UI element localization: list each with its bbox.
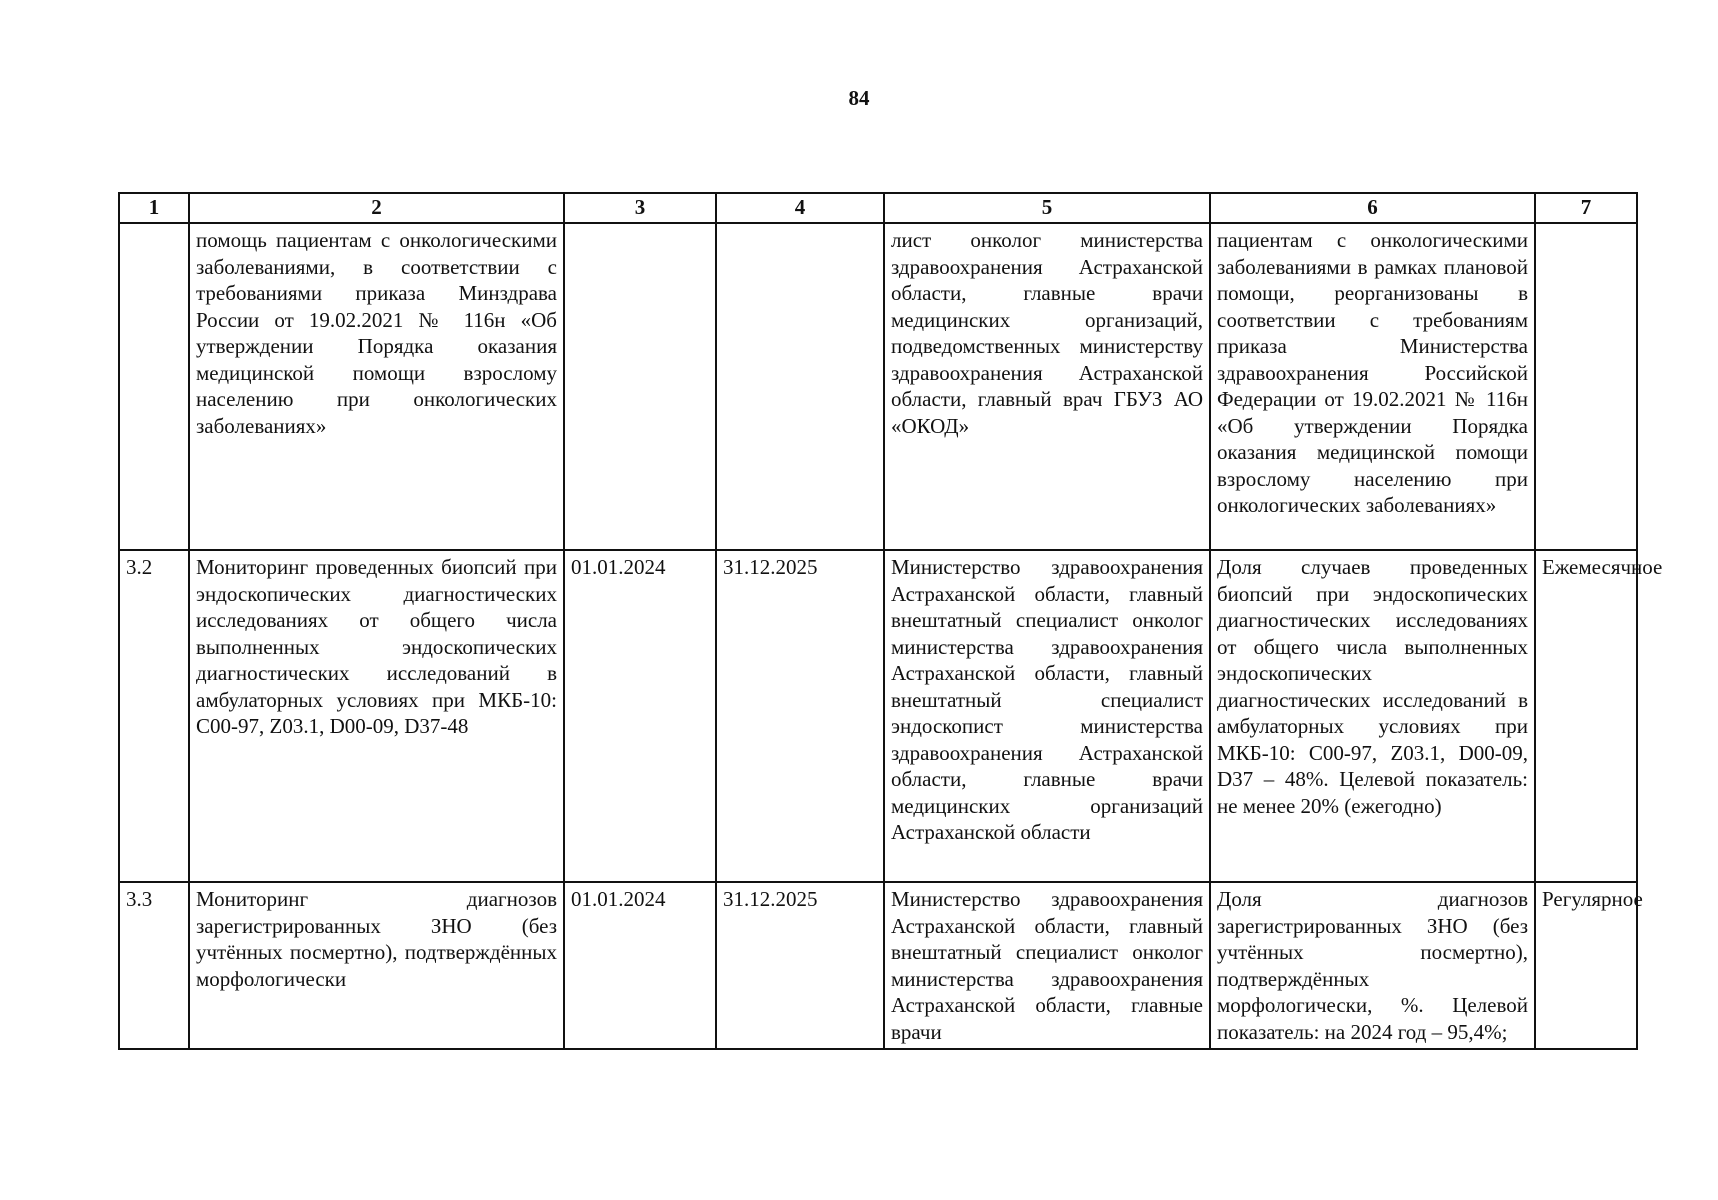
table-row: [119, 550, 1637, 882]
start-date-cell: [564, 223, 716, 550]
header-col-3: 3: [564, 193, 716, 223]
plan-table: [118, 192, 1663, 1050]
activity-cell: помощь пациентам с онкологическими заболеваниями, в соответствии с требованиями приказа Минздрава России от 19.02.2021 № 116н «Об утверждении Порядка оказания медицинской помощи взрослому населению при онкологических заболеваниях»: [189, 223, 564, 550]
row-number: 3.2: [119, 550, 189, 882]
header-col-7: 7: [1535, 193, 1637, 223]
frequency-cell: Регулярное: [1535, 882, 1637, 1049]
header-col-1: 1: [119, 193, 189, 223]
row-number: [119, 223, 189, 550]
responsible-cell: лист онколог министерства здравоохранения Астраханской области, главные врачи медицинских организаций, подведомственных министерству здравоохранения Астраханской области, главный врач ГБУЗ АО «ОКОД»: [884, 223, 1210, 550]
activity-cell: Мониторинг проведенных биопсий при эндоскопических диагностических исследованиях от общего числа выполненных эндоскопических диагностических исследований в амбулаторных условиях при МКБ-10: C00-97, Z03.1, D00-09, D37-48: [189, 550, 564, 882]
result-cell: пациентам с онкологическими заболеваниями в рамках плановой помощи, реорганизованы в соответствии с требованиям приказа Министерства здравоохранения Российской Федерации от 19.02.2021 № 116н «Об утверждении Порядка оказания медицинской помощи взрослому населению при онкологических заболеваниях»: [1210, 223, 1535, 550]
row-number: 3.3: [119, 882, 189, 1049]
end-date-cell: 31.12.2025: [716, 550, 884, 882]
frequency-cell: Ежемесячное: [1535, 550, 1637, 882]
table-row: [119, 882, 1637, 1049]
start-date-cell: 01.01.2024: [564, 550, 716, 882]
header-col-4: 4: [716, 193, 884, 223]
header-col-6: 6: [1210, 193, 1535, 223]
responsible-cell: Министерство здравоохранения Астраханской области, главный внештатный специалист онколог министерства здравоохранения Астраханской области, главные врачи: [884, 882, 1210, 1049]
activity-cell: Мониторинг диагнозов зарегистрированных ЗНО (без учтённых посмертно), подтверждённых морфологически: [189, 882, 564, 1049]
table-row: [119, 223, 1637, 550]
header-row: [119, 193, 1637, 223]
header-col-2: 2: [189, 193, 564, 223]
start-date-cell: 01.01.2024: [564, 882, 716, 1049]
end-date-cell: 31.12.2025: [716, 882, 884, 1049]
frequency-cell: [1535, 223, 1637, 550]
page-number: 84: [848, 86, 870, 110]
result-cell: Доля случаев проведенных биопсий при эндоскопических диагностических исследованиях от общего числа выполненных эндоскопических диагностических исследований в амбулаторных условиях при МКБ-10: C00-97, Z03.1, D00-09, D37 – 48%. Целевой показатель: не менее 20% (ежегодно): [1210, 550, 1535, 882]
end-date-cell: [716, 223, 884, 550]
result-cell: Доля диагнозов зарегистрированных ЗНО (без учтённых посмертно), подтверждённых морфологически, %. Целевой показатель: на 2024 год – 95,4%;: [1210, 882, 1535, 1049]
header-col-5: 5: [884, 193, 1210, 223]
responsible-cell: Министерство здравоохранения Астраханской области, главный внештатный специалист онколог министерства здравоохранения Астраханской области, главный внештатный специалист эндоскопист министерства здравоохранения Астраханской области, главные врачи медицинских организаций Астраханской области: [884, 550, 1210, 882]
